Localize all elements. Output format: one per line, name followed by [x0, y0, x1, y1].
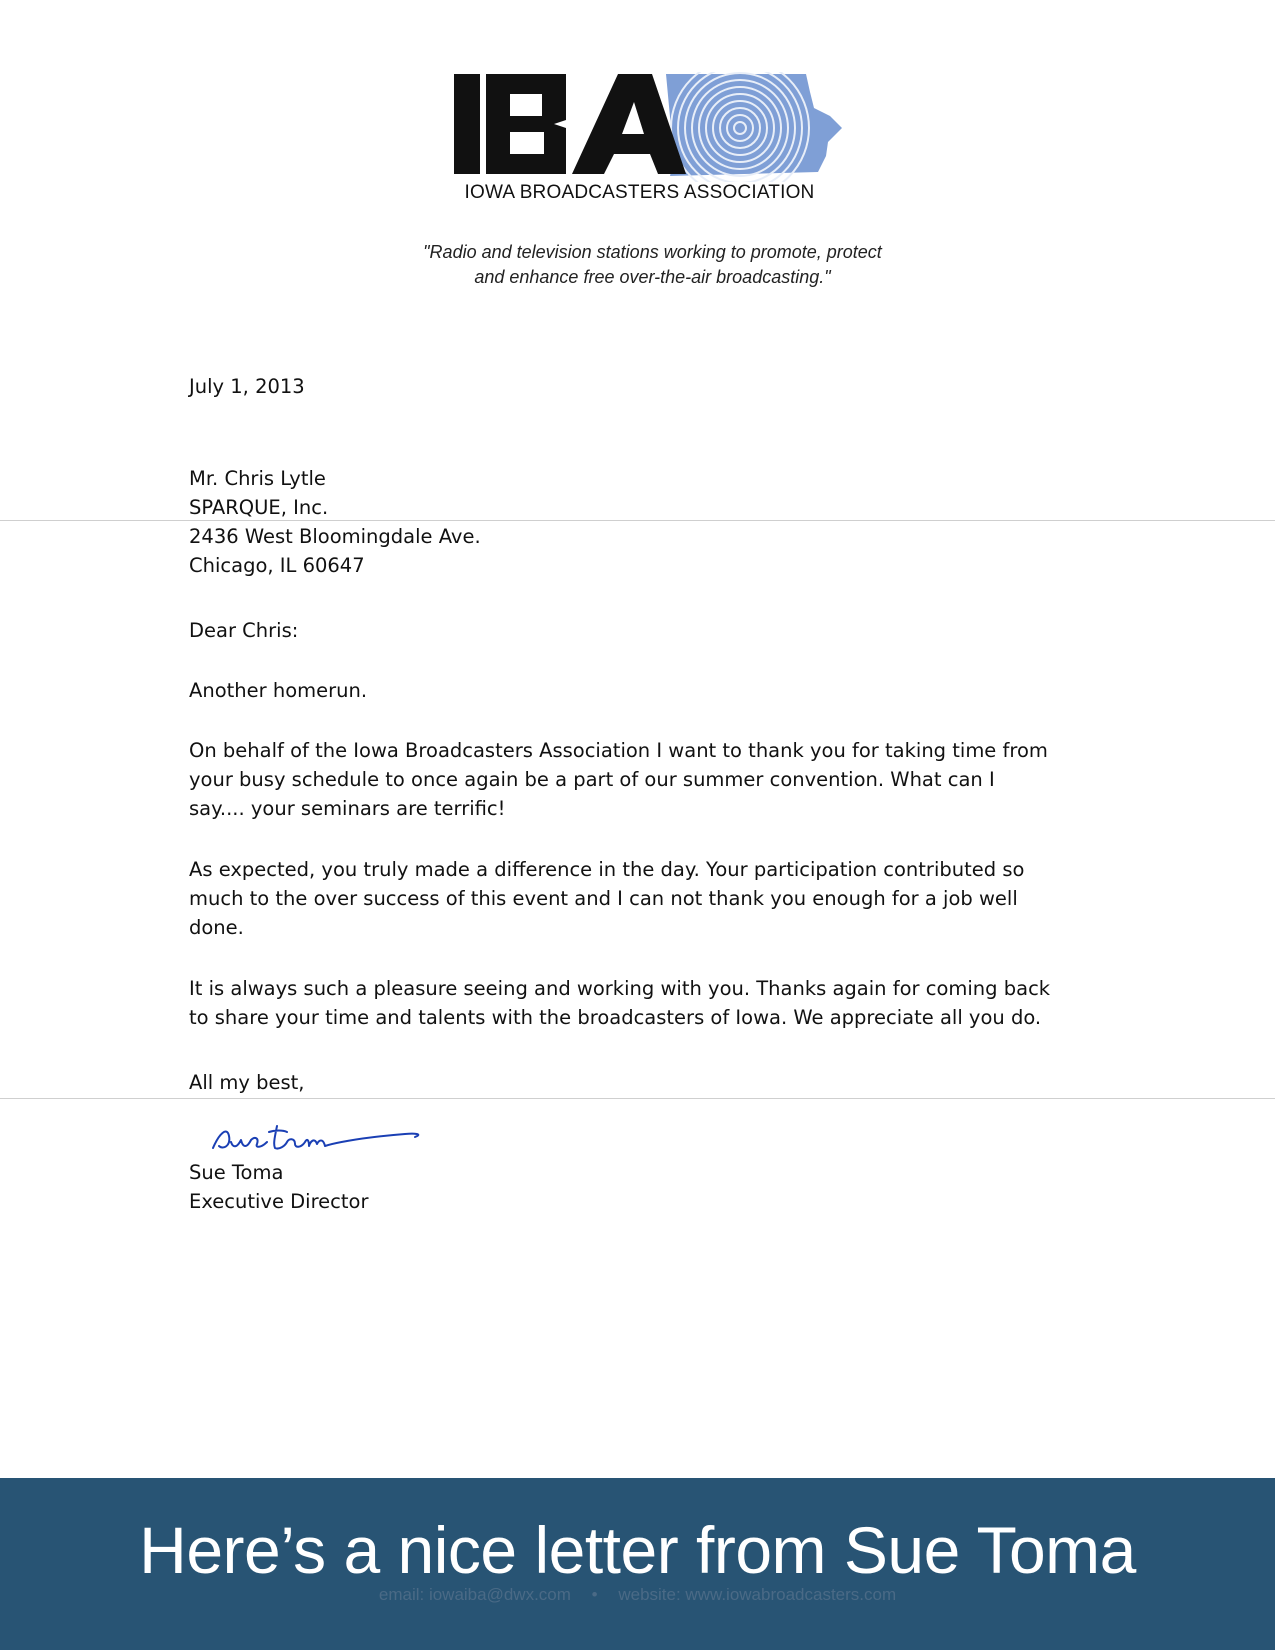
footer-website: website: www.iowabroadcasters.com [618, 1585, 897, 1604]
footer-contact [0, 1585, 1275, 1605]
paragraph-3: It is always such a pleasure seeing and working with you. Thanks again for coming back to share your time and talents with the broadcasters of Iowa. We appreciate all you do. [189, 977, 1051, 1029]
recipient-name: Mr. Chris Lytle [189, 467, 326, 490]
opening-line: Another homerun. [189, 679, 368, 702]
caption-text: Here’s a nice letter from Sue Toma [139, 1513, 1136, 1587]
iba-logo [454, 72, 854, 182]
logo-letter-b [486, 74, 566, 174]
organization-name: IOWA BROADCASTERS ASSOCIATION [464, 182, 815, 203]
recipient-address [189, 464, 1099, 580]
letter-date: July 1, 2013 [189, 375, 305, 398]
signer-block [189, 1158, 1099, 1216]
signer-title: Executive Director [189, 1190, 369, 1213]
handwritten-signature [205, 1112, 445, 1158]
tagline [0, 240, 1275, 290]
recipient-company: SPARQUE, Inc. [189, 496, 329, 519]
recipient-street: 2436 West Bloomingdale Ave. [189, 525, 481, 548]
tagline-line-1: "Radio and television stations working to promote, protect [423, 242, 882, 262]
logo-letter-i [454, 74, 480, 174]
tagline-line-2: and enhance free over-the-air broadcasting." [474, 267, 831, 287]
recipient-city: Chicago, IL 60647 [189, 554, 365, 577]
footer-email: email: iowaiba@dwx.com [378, 1585, 571, 1604]
closing: All my best, [189, 1071, 305, 1094]
salutation: Dear Chris: [189, 619, 299, 642]
paragraph-2: As expected, you truly made a difference in the day. Your participation contributed so much to the over success of this event and I can not thank you enough for a job well done. [189, 858, 1025, 939]
paragraph-1: On behalf of the Iowa Broadcasters Association I want to thank you for taking time from your busy schedule to once again be a part of our summer convention. What can I say.... your seminars are terrific! [189, 739, 1048, 820]
fold-line [0, 1098, 1275, 1099]
footer-separator: • [591, 1585, 598, 1604]
signer-name: Sue Toma [189, 1161, 284, 1184]
